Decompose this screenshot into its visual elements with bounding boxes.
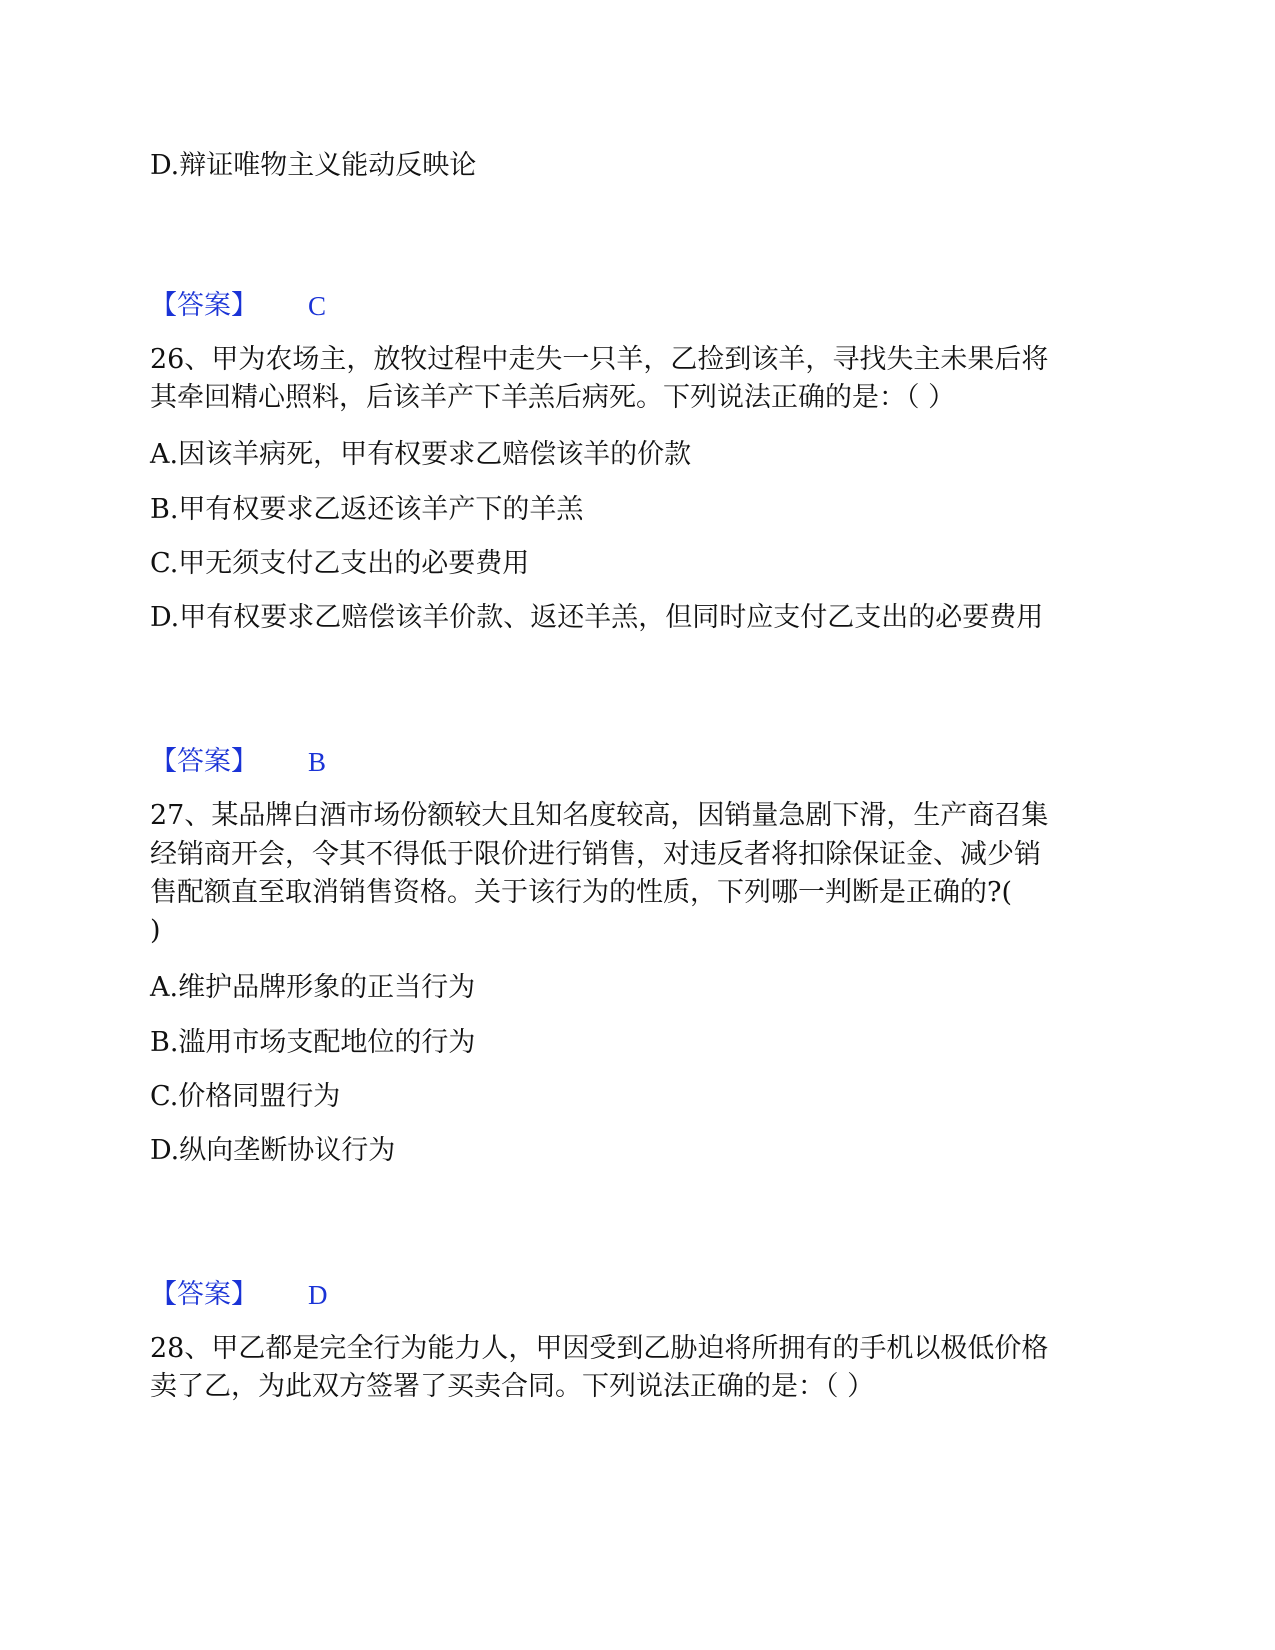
question-stem-line: 经销商开会，令其不得低于限价进行销售，对违反者将扣除保证金、减少销 [150,839,1041,870]
option-d: D.纵向垄断协议行为 [150,1135,396,1166]
question-stem-line: 其牵回精心照料，后该羊产下羊羔后病死。下列说法正确的是：（ ） [150,382,956,413]
option-a: A.因该羊病死，甲有权要求乙赔偿该羊的价款 [150,439,692,470]
answer-label: 【答案】 [150,290,258,321]
answer-label: 【答案】 [150,1279,258,1310]
question-stem-line: 28、甲乙都是完全行为能力人，甲因受到乙胁迫将所拥有的手机以极低价格 [150,1333,1049,1364]
answer-value: D [308,1280,328,1310]
option-d: D.甲有权要求乙赔偿该羊价款、返还羊羔，但同时应支付乙支出的必要费用 [150,602,1044,633]
option-a: A.维护品牌形象的正当行为 [150,972,476,1003]
option-d: D.辩证唯物主义能动反映论 [150,150,477,181]
option-b: B.甲有权要求乙返还该羊产下的羊羔 [150,494,584,525]
question-stem-line: 27、某品牌白酒市场份额较大且知名度较高，因销量急剧下滑，生产商召集 [150,800,1049,831]
question-stem-line: 卖了乙，为此双方签署了买卖合同。下列说法正确的是：（ ） [150,1371,875,1402]
option-c: C.甲无须支付乙支出的必要费用 [150,548,530,579]
answer-value: C [308,291,327,321]
question-stem-line: 售配额直至取消销售资格。关于该行为的性质，下列哪一判断是正确的?( [150,877,1013,908]
answer-value: B [308,747,327,777]
question-stem-line: ) [150,915,161,946]
option-c: C.价格同盟行为 [150,1081,341,1112]
option-b: B.滥用市场支配地位的行为 [150,1027,476,1058]
answer-label: 【答案】 [150,746,258,777]
question-stem-line: 26、甲为农场主，放牧过程中走失一只羊，乙捡到该羊，寻找失主未果后将 [150,344,1049,375]
